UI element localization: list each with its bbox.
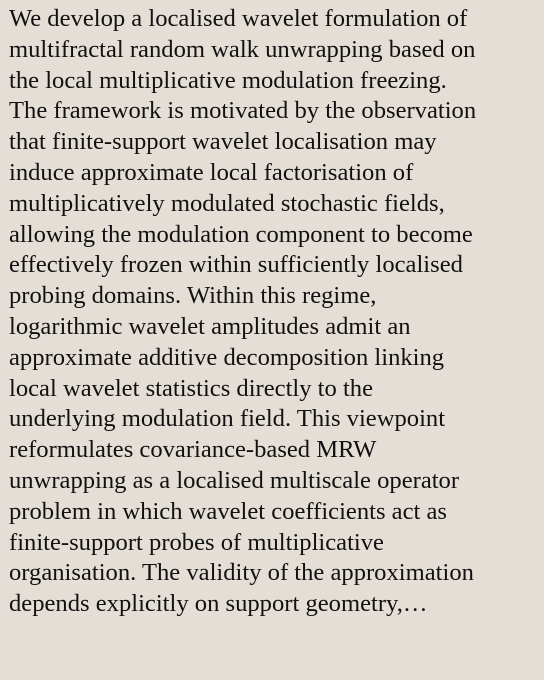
- abstract-line: multifractal random walk unwrapping based on: [9, 35, 476, 63]
- abstract-line: local wavelet statistics directly to the: [9, 374, 374, 402]
- abstract-line: probing domains. Within this regime,: [9, 282, 377, 310]
- abstract-line: multiplicatively modulated stochastic fields,: [9, 189, 445, 217]
- abstract-line: approximate additive decomposition linking: [9, 343, 445, 371]
- abstract-line: the local multiplicative modulation freezing.: [9, 66, 447, 94]
- abstract-line: that finite-support wavelet localisation may: [9, 128, 437, 156]
- abstract-line: induce approximate local factorisation of: [9, 158, 414, 186]
- abstract-line: unwrapping as a localised multiscale operator: [9, 466, 460, 494]
- abstract-line: We develop a localised wavelet formulation of: [9, 5, 468, 32]
- abstract-line: problem in which wavelet coefficients act as: [9, 497, 447, 525]
- abstract-line: depends explicitly on support geometry,…: [9, 590, 428, 618]
- abstract-line: underlying modulation field. This viewpoint: [9, 405, 446, 433]
- abstract-line: logarithmic wavelet amplitudes admit an: [9, 312, 411, 340]
- abstract-line: reformulates covariance-based MRW: [9, 436, 377, 464]
- abstract-line: finite-support probes of multiplicative: [9, 528, 384, 556]
- abstract-line: allowing the modulation component to become: [9, 220, 473, 248]
- abstract-line: effectively frozen within sufficiently localised: [9, 251, 463, 279]
- abstract-line: organisation. The validity of the approximation: [9, 559, 474, 587]
- abstract-line: The framework is motivated by the observation: [9, 97, 477, 125]
- abstract-paragraph: [9, 4, 534, 620]
